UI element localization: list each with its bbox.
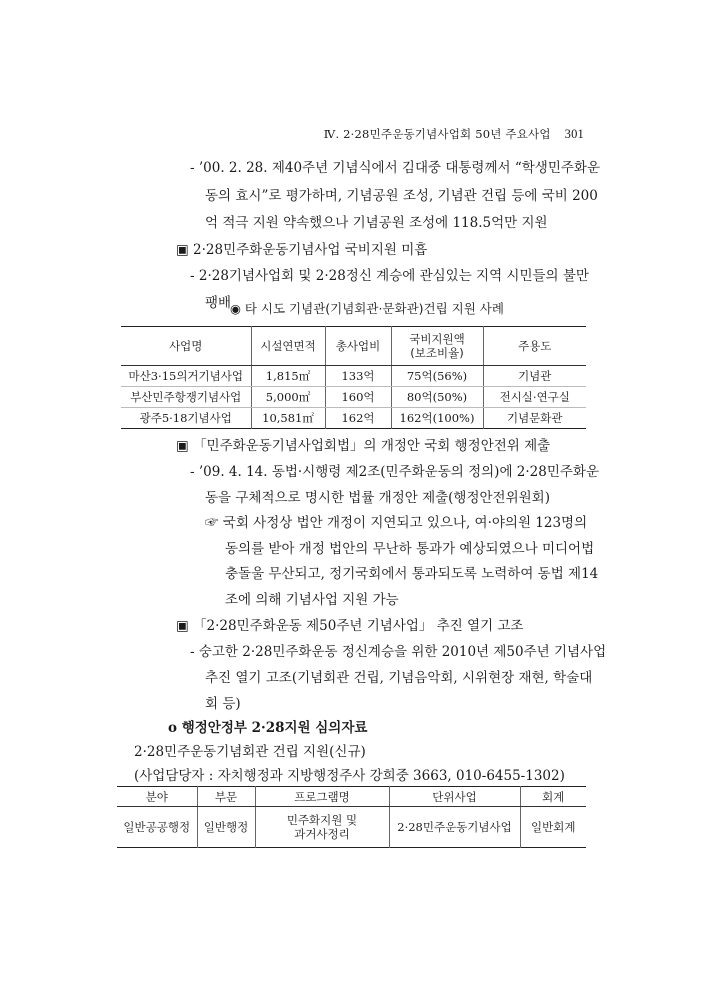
page-header <box>324 126 584 142</box>
section-line: (사업담당자 : 자치행정과 지방행정주사 강희중 3663, 010-6455-1302) <box>134 768 565 784</box>
table-cell: 1,815㎡ <box>251 366 325 387</box>
table-cell: 민주화지원 및 과거사정리 <box>255 807 389 848</box>
table-cell: 광주5·18기념사업 <box>139 411 232 425</box>
table-cell: 전시실·연구실 <box>483 387 586 408</box>
col-header: 분야 <box>117 787 197 807</box>
table-cell: 일반공공행정 <box>123 820 191 834</box>
table-caption: ◉ 타 시도 기념관(기념회관·문화관)건립 지원 사례 <box>230 301 504 316</box>
section-line: 2·28민주운동기념회관 건립 지원(신규) <box>134 744 366 760</box>
col-header: 부문 <box>197 787 255 807</box>
bullet-heading: ▣ 2·28민주화운동기념사업 국비지원 미흡 <box>176 242 428 258</box>
table-cell: 기념관 <box>483 366 586 387</box>
support-cases-table <box>121 326 586 429</box>
body-line: 동의를 받아 개정 법안의 무난하 통과가 예상되였으나 미디어법 <box>225 541 595 557</box>
page-number: 301 <box>564 127 584 141</box>
col-header: 회계 <box>520 787 586 807</box>
table-row <box>121 387 586 408</box>
table-cell: 80억(50%) <box>391 387 483 408</box>
bullet-heading: ▣ 「민주화운동기념사업회법」의 개정안 국회 행정안전위 제출 <box>176 438 551 454</box>
body-line: 팽배 <box>205 295 232 311</box>
body-line: - 숭고한 2·28민주화운동 정신계승을 위한 2010년 제50주년 기념사업 <box>190 644 607 660</box>
table-row <box>117 807 586 848</box>
body-line: 조에 의해 기념사업 지원 가능 <box>225 592 399 608</box>
body-line: 충돌울 무산되고, 정기국회에서 통과되도록 노력하여 동법 제14 <box>225 566 599 582</box>
header-title: Ⅳ. 2·28민주운동기념사업회 50년 주요사업 <box>323 127 551 141</box>
table-cell: 162억 <box>325 408 391 429</box>
table-row <box>121 366 586 387</box>
table-header-row <box>121 327 586 366</box>
body-line: 회 등) <box>205 696 241 712</box>
table-cell: 기념문화관 <box>483 408 586 429</box>
program-table <box>117 786 586 848</box>
body-line: 추진 열기 고조(기념회관 건립, 기념음악회, 시위현장 재현, 학술대 <box>205 670 593 686</box>
table-cell: 160억 <box>325 387 391 408</box>
table-cell: 5,000㎡ <box>251 387 325 408</box>
table-cell: 마산3·15의거기념사업 <box>121 366 251 387</box>
table-cell: 부산민주항쟁기념사업 <box>121 387 251 408</box>
body-line: 동을 구체적으로 명시한 법률 개정안 제출(행정안전위원회) <box>205 490 550 506</box>
body-line: - ’00. 2. 28. 제40주년 기념식에서 김대중 대통령께서 “학생민주화운 <box>190 160 600 176</box>
body-line: 동의 효시”로 평가하며, 기념공원 조성, 기념관 건립 등에 국비 200 <box>205 188 598 204</box>
table-cell: 75억(56%) <box>391 366 483 387</box>
table-cell: 2·28민주운동기념사업 <box>389 807 520 848</box>
table-cell: 133억 <box>325 366 391 387</box>
note-line: ☞ 국회 사정상 법안 개정이 지연되고 있으나, 여·야의원 123명의 <box>205 515 588 531</box>
section-heading: o 행정안정부 2·28지원 심의자료 <box>168 720 368 736</box>
col-header: 국비지원액 (보조비율) <box>391 327 483 366</box>
body-line: 억 적극 지원 약속했으나 기념공원 조성에 118.5억만 지원 <box>205 215 548 231</box>
col-header: 시설연면적 <box>251 327 325 366</box>
table-cell: 10,581㎡ <box>251 408 325 429</box>
table-cell: 일반행정 <box>197 807 255 848</box>
col-header: 단위사업 <box>389 787 520 807</box>
table-row <box>121 408 586 429</box>
col-header: 사업명 <box>121 327 251 366</box>
table-cell: 162억(100%) <box>391 408 483 429</box>
col-header: 총사업비 <box>325 327 391 366</box>
bullet-heading: ▣ 「2·28민주화운동 제50주년 기념사업」 추진 열기 고조 <box>176 618 524 634</box>
table-cell: 일반회계 <box>520 807 586 848</box>
table-header-row <box>117 787 586 807</box>
col-header: 프로그램명 <box>255 787 389 807</box>
col-header: 주용도 <box>483 327 586 366</box>
body-line: - 2·28기념사업회 및 2·28정신 계승에 관심있는 지역 시민들의 불만 <box>190 268 589 284</box>
body-line: - ’09. 4. 14. 동법·시행령 제2조(민주화운동의 정의)에 2·28민주화운 <box>190 464 600 480</box>
